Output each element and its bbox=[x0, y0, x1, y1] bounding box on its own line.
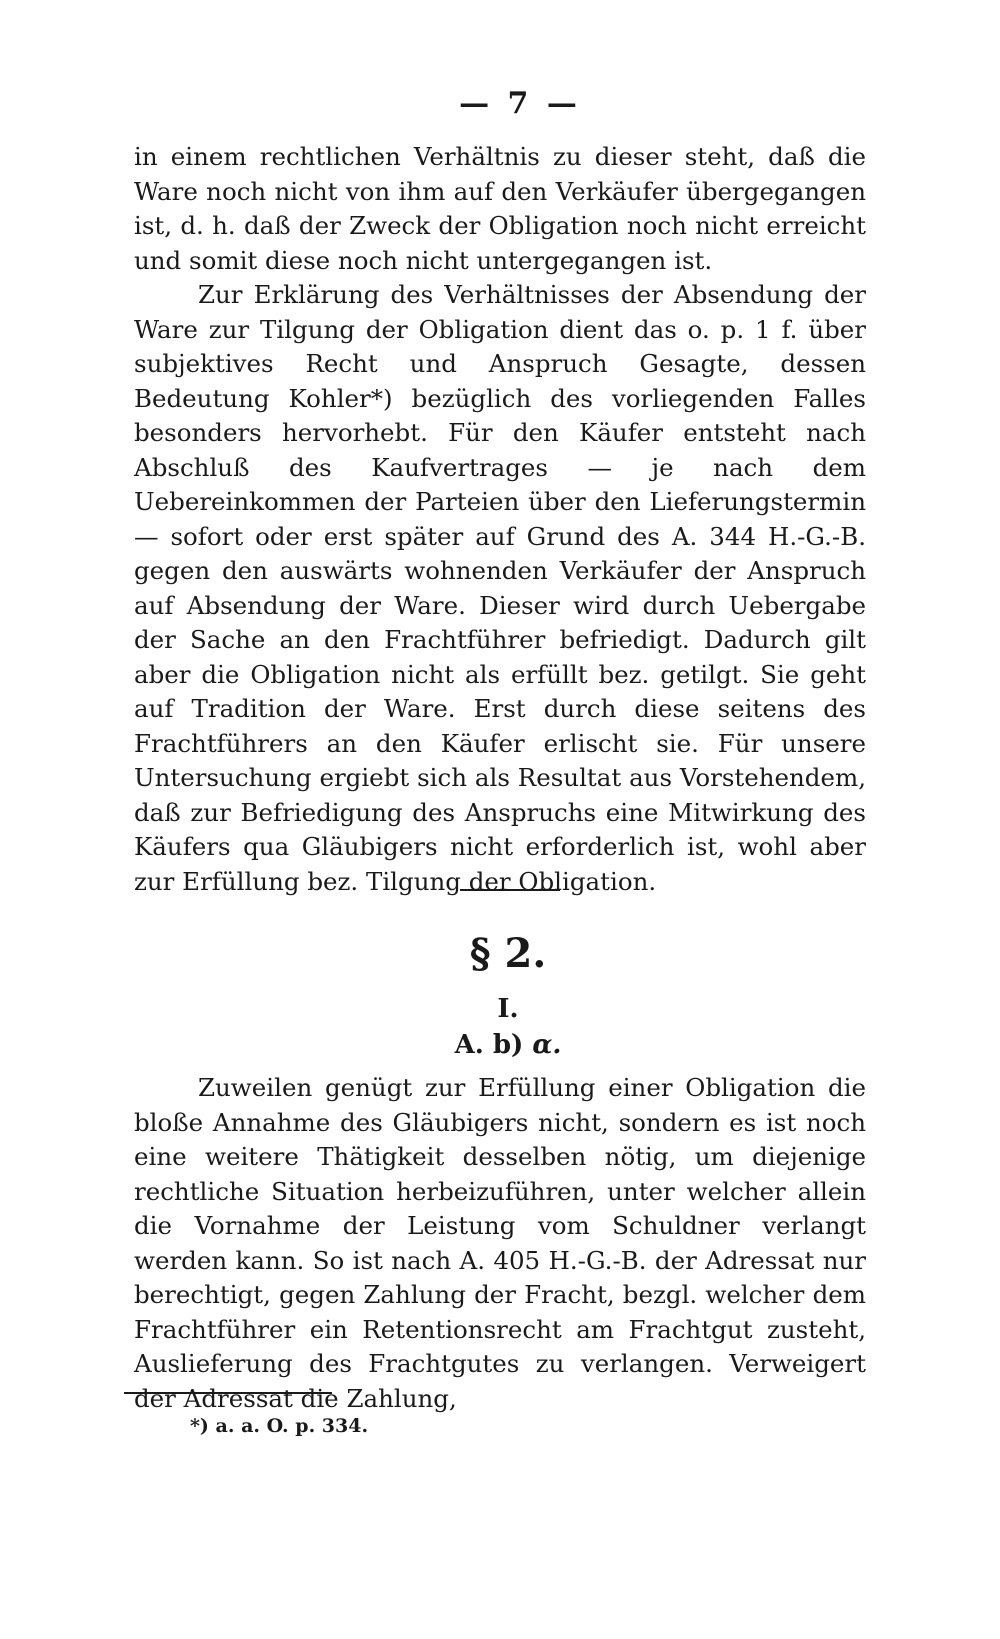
section-subtitle-letters bbox=[8, 1030, 1000, 1060]
paragraph-section-start: Zuweilen genügt zur Erfüllung einer Obligation die bloße Annahme des Gläubigers nicht, sondern es ist noch eine weitere Thätigkeit desselben nötig, um diejenige rechtliche Situation herbeizuführen, unter welcher allein die Vornahme der Leistung vom Schuldner verlangt werden kann. So ist nach A. 405 H.-G.-B. der Adressat nur berechtigt, gegen Zahlung der Fracht, bezgl. welcher dem Frachtführer ein Retentionsrecht am Frachtgut zusteht, Auslieferung des Frachtgutes zu verlangen. Verweigert der Adressat die Zahlung, bbox=[134, 1073, 866, 1413]
footnote: *) a. a. O. p. 334. bbox=[190, 1415, 369, 1437]
section-divider bbox=[460, 889, 560, 891]
section-subtitle-roman: I. bbox=[497, 994, 519, 1024]
body-text-top bbox=[134, 140, 866, 899]
body-text-section bbox=[134, 1071, 866, 1416]
paragraph-continuation: in einem rechtlichen Verhältnis zu dieser steht, daß die Ware noch nicht von ihm auf den Verkäufer übergegangen ist, d. h. daß der Zweck der Obligation noch nicht erreicht und somit diese noch nicht untergegangen ist. bbox=[134, 142, 866, 275]
footnote-rule bbox=[124, 1392, 332, 1394]
paragraph-explanation: Zur Erklärung des Verhältnisses der Absendung der Ware zur Tilgung der Obligation dient das o. p. 1 f. über subjektives Recht und Anspruch Gesagte, dessen Bedeutung Kohler*) bezüglich des vorliegenden Falles besonders hervorhebt. Für den Käufer entsteht nach Abschluß des Kaufvertrages — je nach dem Uebereinkommen der Parteien über den Lieferungstermin — sofort oder erst später auf Grund des A. 344 H.-G.-B. gegen den auswärts wohnenden Verkäufer der Anspruch auf Absendung der Ware. Dieser wird durch Uebergabe der Sache an den Frachtführer befriedigt. Dadurch gilt aber die Obligation nicht als erfüllt bez. getilgt. Sie geht auf Tradition der Ware. Erst durch diese seitens des Frachtführers an den Käufer erlischt sie. Für unsere Untersuchung ergiebt sich als Resultat aus Vorstehendem, daß zur Befriedigung des Anspruchs eine Mitwirkung des Käufers qua Gläubigers nicht erforderlich ist, wohl aber zur Erfüllung bez. Tilgung der Obligation. bbox=[134, 280, 866, 896]
subtitle-alpha: α. bbox=[532, 1030, 562, 1060]
page-number: — 7 — bbox=[459, 86, 581, 121]
subtitle-prefix: A. b) bbox=[454, 1030, 533, 1060]
section-title: § 2. bbox=[469, 930, 547, 977]
